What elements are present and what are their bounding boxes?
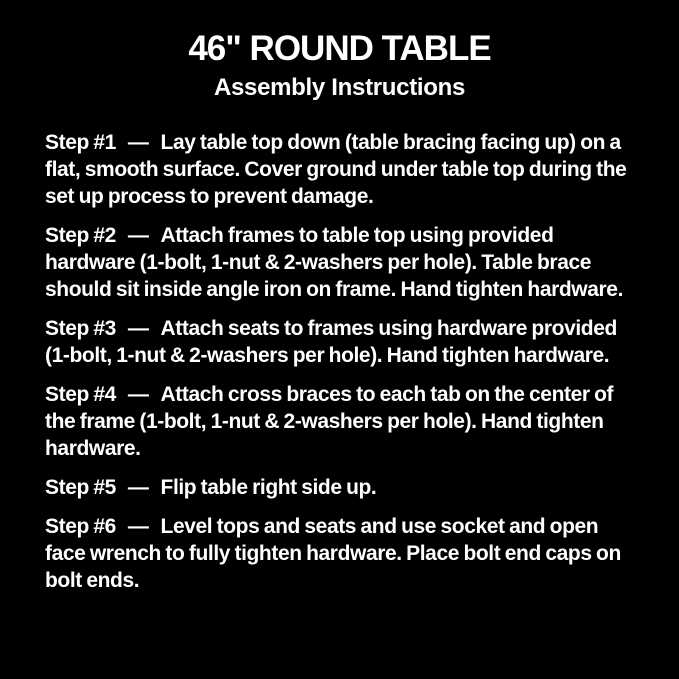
em-dash-separator: — xyxy=(127,224,149,247)
step-item xyxy=(45,315,637,369)
step-item xyxy=(45,474,637,501)
step-text: Lay table top down (table bracing facing up) on a flat, smooth surface. Cover ground under table top during the set up process to prevent damage. xyxy=(45,131,627,208)
step-item xyxy=(45,222,637,303)
em-dash-separator: — xyxy=(127,317,149,340)
em-dash-separator: — xyxy=(127,476,149,499)
step-item xyxy=(45,129,637,210)
step-item xyxy=(45,513,637,594)
step-label: Step #5 xyxy=(45,476,116,499)
em-dash-separator: — xyxy=(127,131,149,154)
step-label: Step #6 xyxy=(45,515,116,538)
step-text: Attach seats to frames using hardware provided (1-bolt, 1-nut & 2-washers per hole). Hand tighten hardware. xyxy=(45,317,617,367)
em-dash-separator: — xyxy=(127,515,149,538)
step-text: Level tops and seats and use socket and open face wrench to fully tighten hardware. Place bolt end caps on bolt ends. xyxy=(45,515,621,592)
step-text: Attach frames to table top using provided hardware (1-bolt, 1-nut & 2-washers per hole). Table brace should sit inside angle iron on frame. Hand tighten hardware. xyxy=(45,224,624,301)
em-dash-separator: — xyxy=(127,383,149,406)
page-subtitle: Assembly Instructions xyxy=(213,74,466,101)
page-title: 46" ROUND TABLE xyxy=(188,29,491,68)
step-text: Attach cross braces to each tab on the center of the frame (1-bolt, 1-nut & 2-washers per hole). Hand tighten hardware. xyxy=(45,383,614,460)
step-label: Step #2 xyxy=(45,224,116,247)
step-label: Step #1 xyxy=(45,131,116,154)
header xyxy=(0,0,679,103)
step-text: Flip table right side up. xyxy=(160,476,377,499)
steps-list xyxy=(45,129,637,594)
step-label: Step #3 xyxy=(45,317,116,340)
step-label: Step #4 xyxy=(45,383,116,406)
step-item xyxy=(45,381,637,462)
